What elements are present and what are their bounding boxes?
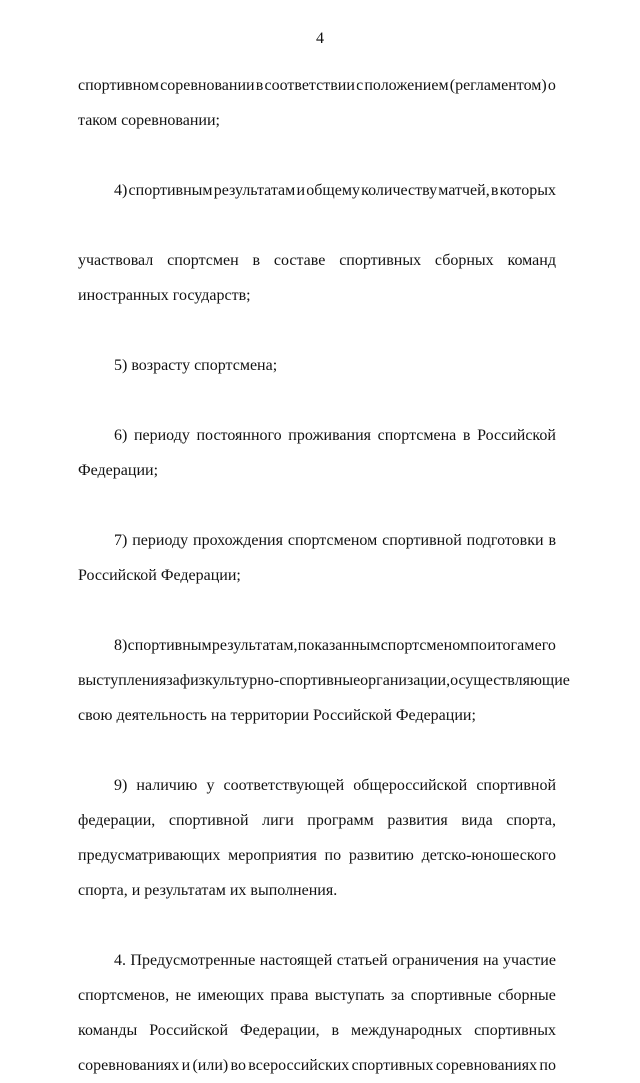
text-line: команды Российской Федерации, в международных спортивных (78, 1022, 556, 1039)
text-line: предусматривающих мероприятия по развитию детско-юношеского (78, 847, 556, 864)
text-line: 9) наличию у соответствующей общероссийской спортивной (114, 777, 556, 794)
text-line: свою деятельность на территории Российской Федерации; (78, 707, 476, 724)
text-line: спортивном соревновании в соответствии с положением (регламентом) о (78, 77, 556, 94)
text-line: иностранных государств; (78, 287, 251, 304)
text-line: спорта, и результатам их выполнения. (78, 882, 338, 899)
text-line: 4) спортивным результатам и общему количеству матчей, в которых (114, 182, 556, 199)
text-line: 5) возрасту спортсмена; (114, 357, 278, 374)
text-line: Федерации; (78, 462, 159, 479)
text-line: федерации, спортивной лиги программ развития вида спорта, (78, 812, 556, 829)
text-line: выступления за физкультурно-спортивные организации, осуществляющие (78, 672, 570, 689)
text-line: 7) периоду прохождения спортсменом спортивной подготовки в (114, 532, 556, 549)
text-line: 4. Предусмотренные настоящей статьей ограничения на участие (114, 952, 556, 969)
text-line: таком соревновании; (78, 112, 220, 129)
page-number: 4 (316, 30, 324, 47)
document-body (78, 68, 570, 1083)
text-line: 8) спортивным результатам, показанным спортсменом по итогам его (114, 637, 556, 654)
text-line: 6) периоду постоянного проживания спортсмена в Российской (114, 427, 556, 444)
text-line: участвовал спортсмен в составе спортивных сборных команд (78, 252, 556, 269)
text-line: Российской Федерации; (78, 567, 241, 584)
text-line: соревнованиях и (или) во всероссийских спортивных соревнованиях по (78, 1057, 556, 1074)
text-line: спортсменов, не имеющих права выступать за спортивные сборные (78, 987, 556, 1004)
